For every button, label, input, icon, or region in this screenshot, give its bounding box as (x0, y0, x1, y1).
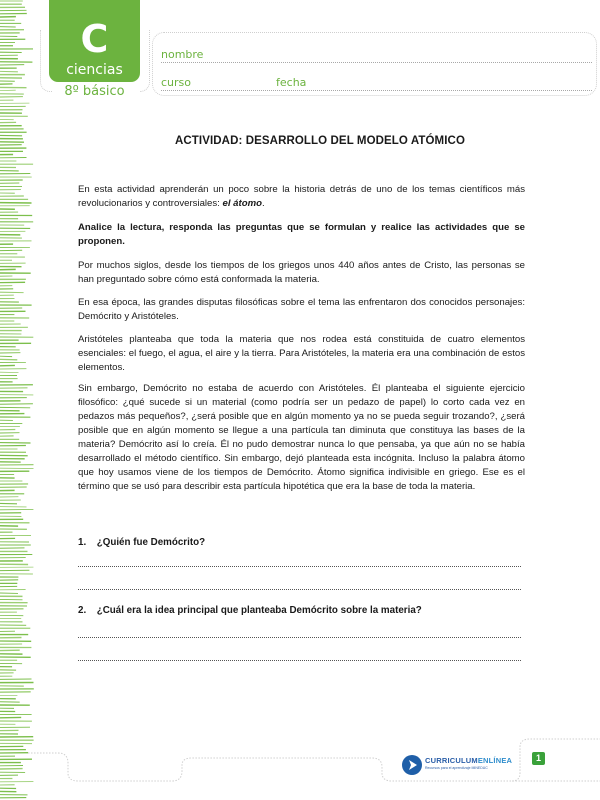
question-1 (78, 537, 205, 548)
paragraph-2: En esa época, las grandes disputas filosóficas sobre el tema las enfrentaron dos conocidos personajes: Demócrito y Aristóteles. (78, 297, 525, 322)
question-number: 1. (78, 537, 87, 548)
question-text: ¿Cuál era la idea principal que planteaba Demócrito sobre la materia? (96, 605, 422, 616)
logo-accent: ENLÍNEA (477, 756, 513, 765)
header-border-right (140, 30, 150, 92)
logo-subtitle: Recursos para el aprendizaje MINEDUC (425, 766, 488, 770)
curriculum-en-linea-logo (402, 753, 512, 779)
paragraph-1: Por muchos siglos, desde los tiempos de los griegos unos 440 años antes de Cristo, las personas se han preguntado sobre cómo está conformada la materia. (78, 260, 525, 285)
subject-tab (49, 0, 140, 82)
play-icon (402, 755, 422, 775)
intro-text: En esta actividad aprenderán un poco sobre la historia detrás de uno de los temas científicos más revolucionarios y controversiales: (78, 184, 525, 209)
grade-label: 8º básico (64, 84, 125, 99)
name-label: nombre (161, 48, 204, 61)
page-number-badge: 1 (532, 752, 545, 765)
answer-line[interactable] (78, 589, 521, 590)
logo-text (425, 756, 512, 765)
name-field[interactable] (161, 47, 592, 63)
question-2 (78, 605, 422, 616)
intro-emphasis: el átomo (222, 198, 262, 209)
answer-line[interactable] (78, 566, 521, 567)
page-title: ACTIVIDAD: DESARROLLO DEL MODELO ATÓMICO (174, 135, 465, 147)
intro-paragraph (78, 183, 525, 211)
question-text: ¿Quién fue Demócrito? (96, 537, 206, 548)
answer-line[interactable] (78, 637, 521, 638)
intro-suffix: . (261, 198, 265, 209)
question-number: 2. (78, 605, 87, 616)
paragraph-4: Sin embargo, Demócrito no estaba de acuerdo con Aristóteles. Él planteaba el siguiente ejercicio filosófico: ¿qué sucede si un material (como podría ser un pedazo de papel) lo corto cada vez en pedazos más pequeños?, ¿será posible que en algún momento ya no se pueda seguir trozando?, ¿será posible que en algún momento se llegue a una partícula tan diminuta que constituya las bases de la materia? Demócrito así lo creía. Él no pudo demostrar nunca lo que pensaba, ya que aún no se había desarrollado el método científico. Sin embargo, dejó planteada esta incógnita. Incluso la palabra átomo que hoy usamos viene de los tiempos de Demócrito. Átomo significa indivisible en griego. Ese es el término que se usó para describir esta partícula hipotética que era la base de toda la materia. (78, 383, 525, 492)
paragraph-3: Aristóteles planteaba que toda la materia que nos rodea está constituida de cuatro elementos esenciales: el fuego, el agua, el aire y la tierra. Para Aristóteles, la materia era una combinación de estos elementos. (78, 334, 525, 373)
subject-letter: C (80, 17, 109, 61)
student-info-box (152, 32, 597, 96)
date-label: fecha (276, 76, 307, 89)
decorative-stripes (0, 0, 40, 800)
course-label: curso (161, 76, 192, 89)
answer-line[interactable] (78, 660, 521, 661)
subject-name: ciencias (66, 62, 123, 78)
course-date-row (161, 75, 592, 91)
logo-main: CURRICULUM (425, 756, 478, 765)
instructions: Analice la lectura, responda las preguntas que se formulan y realice las actividades que se proponen. (78, 222, 525, 247)
